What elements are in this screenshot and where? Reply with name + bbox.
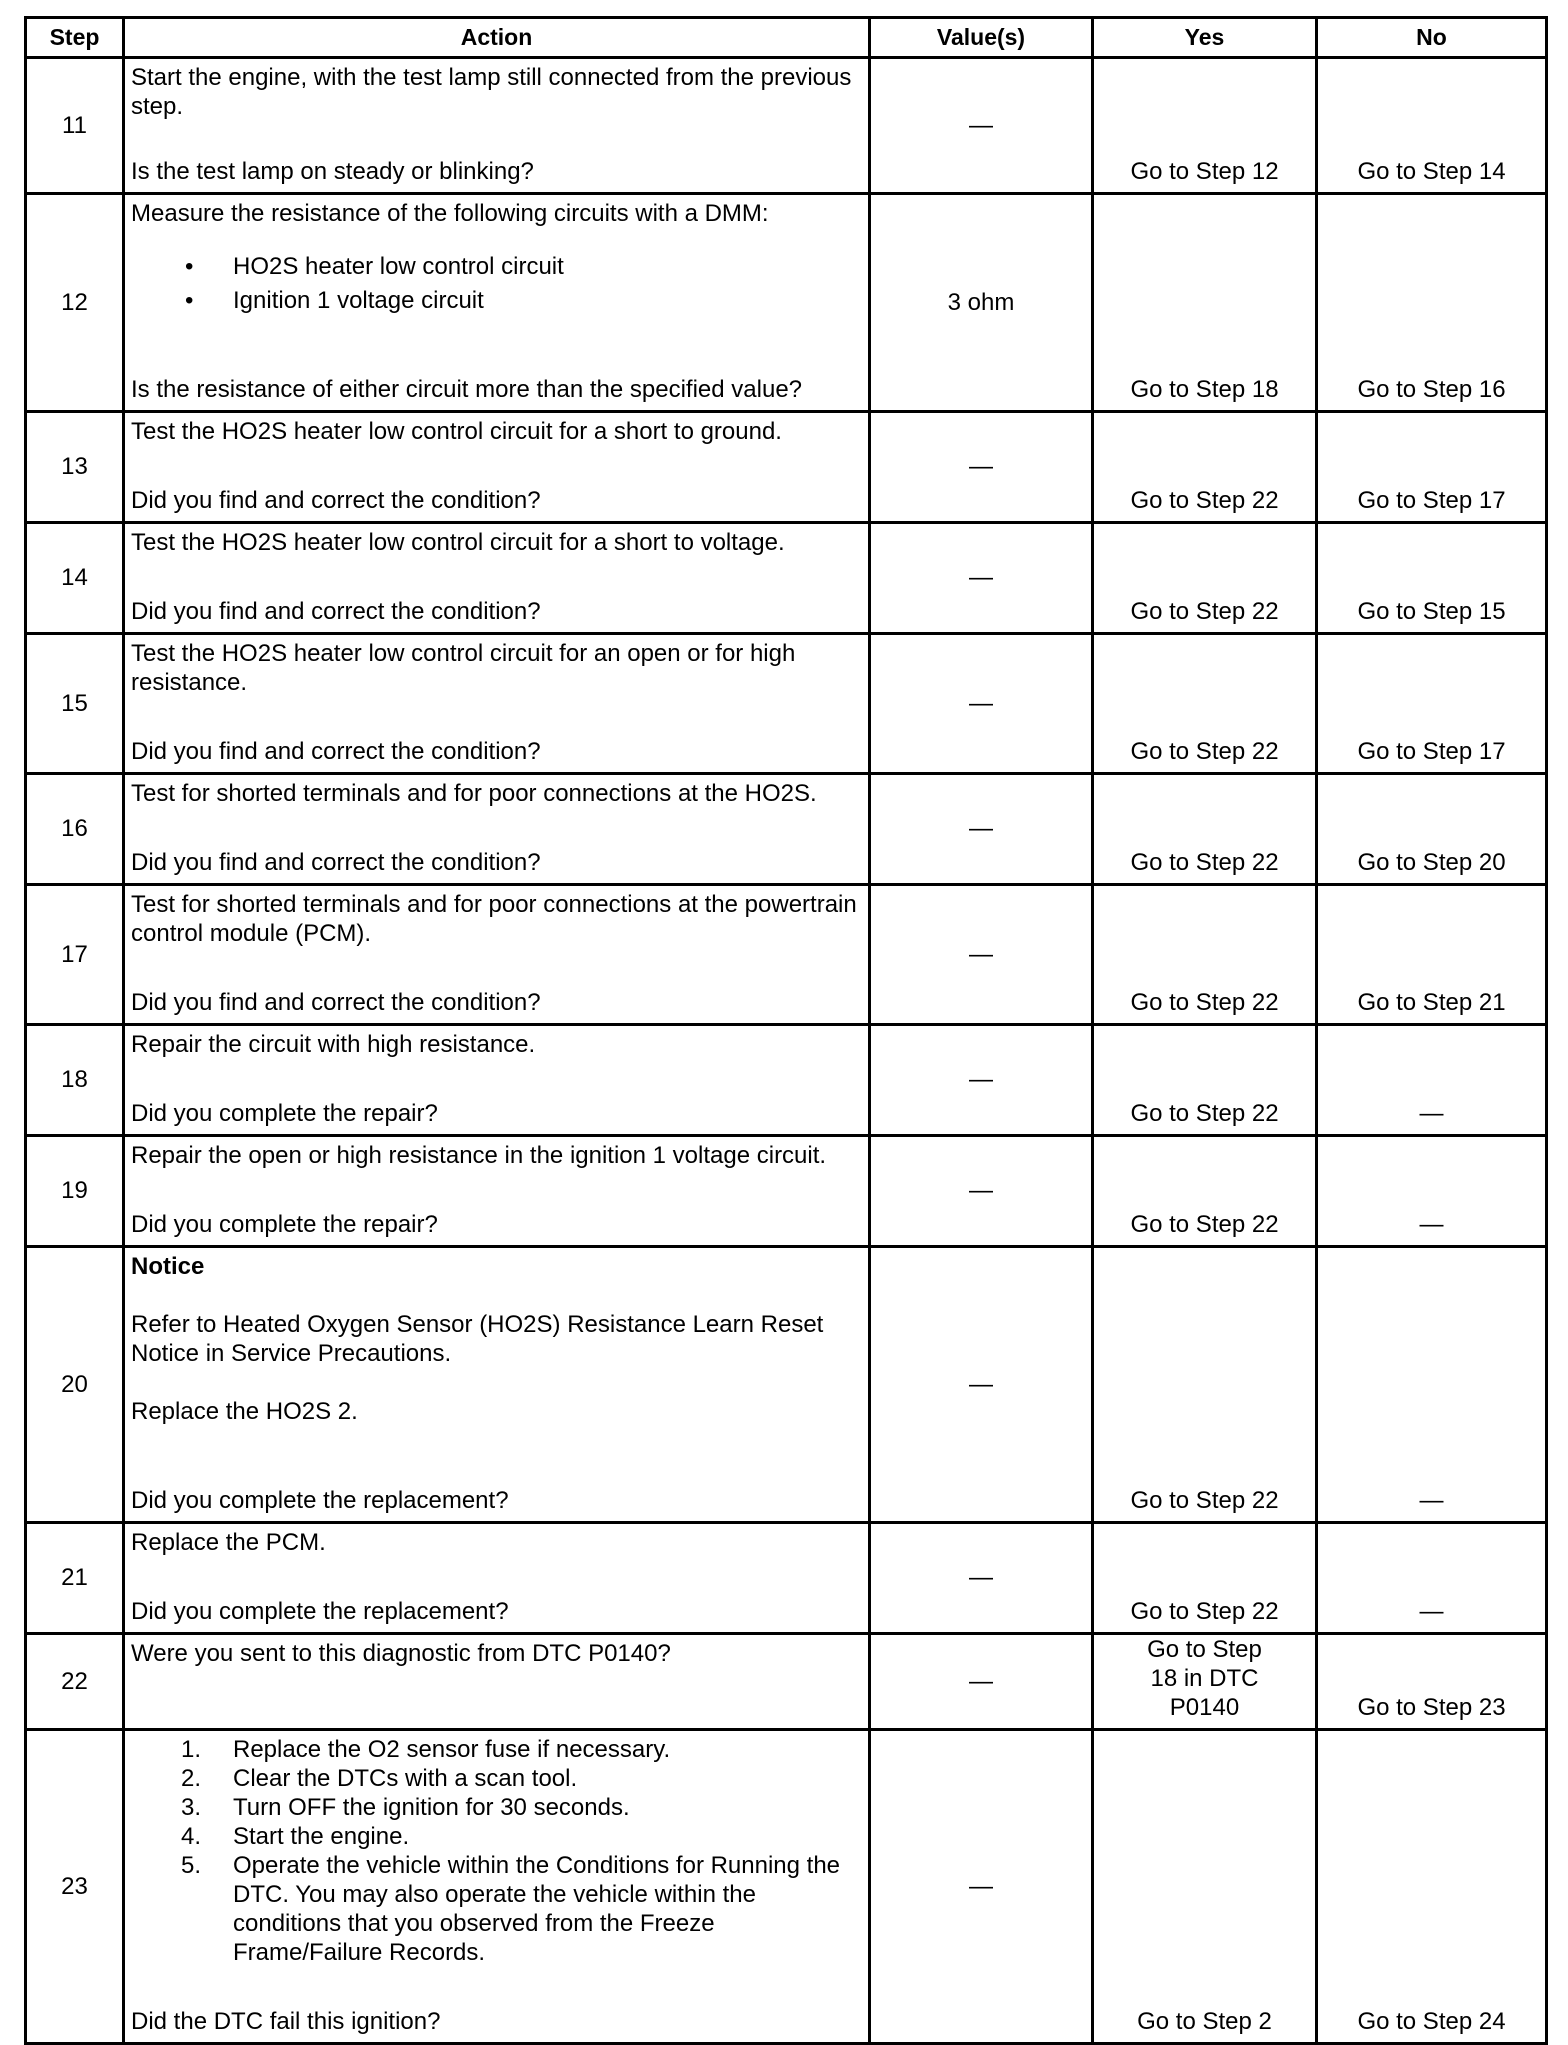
value-cell: — [870, 1136, 1093, 1247]
value-cell: — [870, 1025, 1093, 1136]
header-row [26, 18, 1547, 58]
no-cell: Go to Step 23 [1317, 1634, 1547, 1730]
action-text: Were you sent to this diagnostic from DTC P0140? [131, 1640, 671, 1667]
table-row [26, 1634, 1547, 1730]
action-cell [124, 194, 870, 412]
step-number: 23 [26, 1730, 124, 2044]
action-question: Did you find and correct the condition? [131, 598, 541, 625]
action-question: Did you find and correct the condition? [131, 487, 541, 514]
step-number: 21 [26, 1523, 124, 1634]
action-content [131, 639, 862, 766]
action-question: Did you complete the repair? [131, 1211, 438, 1238]
yes-cell: Go to Step 18 [1093, 194, 1317, 412]
no-cell: Go to Step 17 [1317, 634, 1547, 774]
action-text: Test the HO2S heater low control circuit for a short to voltage. [131, 529, 785, 556]
no-cell: Go to Step 14 [1317, 58, 1547, 194]
action-cell [124, 523, 870, 634]
action-text: Replace the HO2S 2. [131, 1398, 358, 1425]
table-row [26, 1730, 1547, 2044]
value-cell: — [870, 885, 1093, 1025]
action-question: Is the test lamp on steady or blinking? [131, 158, 534, 185]
action-body [131, 1141, 862, 1170]
yes-cell: Go to Step 22 [1093, 885, 1317, 1025]
action-question: Did you complete the replacement? [131, 1598, 509, 1625]
action-content [131, 1528, 862, 1626]
value-cell: — [870, 58, 1093, 194]
list-item [131, 1822, 862, 1851]
table-row [26, 634, 1547, 774]
step-number: 11 [26, 58, 124, 194]
action-cell [124, 885, 870, 1025]
action-content [131, 63, 862, 186]
action-content [131, 1252, 862, 1515]
header-step: Step [26, 18, 124, 58]
action-text: Measure the resistance of the following circuits with a DMM: [131, 200, 769, 227]
action-content [131, 1141, 862, 1239]
list-number: 1. [181, 1736, 202, 1763]
action-body [131, 639, 862, 697]
value-cell: — [870, 774, 1093, 885]
action-body [131, 199, 862, 340]
yes-cell: Go to Step 22 [1093, 523, 1317, 634]
action-question: Did you find and correct the condition? [131, 738, 541, 765]
list-item: • Ignition 1 voltage circuit [131, 284, 862, 318]
step-number: 12 [26, 194, 124, 412]
list-text: Replace the O2 sensor fuse if necessary. [233, 1736, 671, 1763]
action-body [131, 1528, 862, 1557]
action-content [131, 417, 862, 515]
action-cell [124, 1634, 870, 1730]
action-cell [124, 1730, 870, 2044]
action-question: Is the resistance of either circuit more than the specified value? [131, 376, 803, 403]
action-content [131, 528, 862, 626]
action-cell [124, 1136, 870, 1247]
step-number: 17 [26, 885, 124, 1025]
no-cell: Go to Step 15 [1317, 523, 1547, 634]
action-text: Repair the circuit with high resistance. [131, 1031, 536, 1058]
header-no: No [1317, 18, 1547, 58]
table-row [26, 885, 1547, 1025]
action-cell [124, 774, 870, 885]
notice-heading: Notice [131, 1253, 205, 1280]
procedure-list [131, 1735, 862, 1967]
action-cell [124, 1247, 870, 1523]
list-text: Turn OFF the ignition for 30 seconds. [233, 1794, 630, 1821]
yes-cell: Go to Step 22 [1093, 1523, 1317, 1634]
spacer [131, 1368, 862, 1397]
table-row [26, 1025, 1547, 1136]
yes-cell: Go to Step 22 [1093, 1025, 1317, 1136]
step-number: 20 [26, 1247, 124, 1523]
action-cell [124, 1025, 870, 1136]
action-text: Repair the open or high resistance in the ignition 1 voltage circuit. [131, 1142, 827, 1169]
action-cell [124, 58, 870, 194]
action-body [131, 1030, 862, 1059]
action-content [131, 1735, 862, 2036]
action-content [131, 199, 862, 404]
action-question: Did you complete the replacement? [131, 1487, 509, 1514]
table-row [26, 774, 1547, 885]
no-cell: — [1317, 1247, 1547, 1523]
no-cell: Go to Step 20 [1317, 774, 1547, 885]
action-content [131, 890, 862, 1017]
no-cell: Go to Step 24 [1317, 1730, 1547, 2044]
no-cell: — [1317, 1136, 1547, 1247]
action-text: Test for shorted terminals and for poor connections at the powertrain control module (PCM). [131, 891, 857, 947]
value-cell: — [870, 1730, 1093, 2044]
header-yes: Yes [1093, 18, 1317, 58]
list-item: • HO2S heater low control circuit [131, 250, 862, 284]
action-question: Did you find and correct the condition? [131, 849, 541, 876]
action-text: Refer to Heated Oxygen Sensor (HO2S) Resistance Learn Reset Notice in Service Precautions. [131, 1311, 824, 1367]
yes-cell: Go to Step 22 [1093, 1136, 1317, 1247]
circuit-list [131, 250, 862, 318]
table-row [26, 1247, 1547, 1523]
action-body [131, 1735, 862, 1967]
list-text: Start the engine. [233, 1823, 410, 1850]
step-number: 13 [26, 412, 124, 523]
action-body [131, 1639, 862, 1668]
action-text: Test for shorted terminals and for poor connections at the HO2S. [131, 780, 817, 807]
table-row [26, 1523, 1547, 1634]
value-cell: — [870, 1523, 1093, 1634]
yes-cell: Go to Step 22 [1093, 634, 1317, 774]
no-cell: — [1317, 1523, 1547, 1634]
table-row [26, 58, 1547, 194]
action-cell [124, 1523, 870, 1634]
table-row [26, 523, 1547, 634]
yes-cell: Go to Step 2 [1093, 1730, 1317, 2044]
value-cell: — [870, 523, 1093, 634]
yes-cell: Go to Step 18 in DTC P0140 [1093, 1634, 1317, 1730]
step-number: 19 [26, 1136, 124, 1247]
diagnostic-table [24, 16, 1548, 2045]
list-text: Operate the vehicle within the Conditions for Running the DTC. You may also operate the vehicle within the conditions that you observed from the Freeze Frame/Failure Records. [233, 1852, 841, 1966]
yes-cell: Go to Step 22 [1093, 412, 1317, 523]
header-action: Action [124, 18, 870, 58]
value-cell: — [870, 1634, 1093, 1730]
yes-cell: Go to Step 22 [1093, 774, 1317, 885]
action-question: Did the DTC fail this ignition? [131, 2008, 441, 2035]
yes-cell: Go to Step 12 [1093, 58, 1317, 194]
spacer [131, 1281, 862, 1310]
action-body [131, 890, 862, 948]
action-body [131, 528, 862, 557]
step-number: 22 [26, 1634, 124, 1730]
action-body [131, 417, 862, 446]
no-cell: — [1317, 1025, 1547, 1136]
table-row [26, 194, 1547, 412]
no-cell: Go to Step 16 [1317, 194, 1547, 412]
no-cell: Go to Step 21 [1317, 885, 1547, 1025]
action-question: Did you complete the repair? [131, 1100, 438, 1127]
list-item [131, 1764, 862, 1793]
list-item [131, 1851, 862, 1967]
no-cell: Go to Step 17 [1317, 412, 1547, 523]
list-number: 3. [181, 1794, 202, 1821]
step-number: 18 [26, 1025, 124, 1136]
list-text: Clear the DTCs with a scan tool. [233, 1765, 578, 1792]
action-cell [124, 634, 870, 774]
action-text: Replace the PCM. [131, 1529, 326, 1556]
list-item [131, 1735, 862, 1764]
list-number: 4. [181, 1823, 202, 1850]
list-item [131, 1793, 862, 1822]
action-content [131, 1030, 862, 1128]
action-body [131, 63, 862, 121]
step-number: 14 [26, 523, 124, 634]
value-cell: — [870, 634, 1093, 774]
action-text: Start the engine, with the test lamp still connected from the previous step. [131, 64, 852, 120]
step-number: 16 [26, 774, 124, 885]
action-content [131, 1639, 862, 1697]
value-cell: — [870, 412, 1093, 523]
action-cell [124, 412, 870, 523]
step-number: 15 [26, 634, 124, 774]
action-text: Test the HO2S heater low control circuit for a short to ground. [131, 418, 782, 445]
list-number: 2. [181, 1765, 202, 1792]
action-text: Test the HO2S heater low control circuit for an open or for high resistance. [131, 640, 796, 696]
action-body [131, 1252, 862, 1426]
header-value: Value(s) [870, 18, 1093, 58]
value-cell: — [870, 1247, 1093, 1523]
yes-cell: Go to Step 22 [1093, 1247, 1317, 1523]
table-row [26, 412, 1547, 523]
action-body [131, 779, 862, 808]
table-row [26, 1136, 1547, 1247]
action-content [131, 779, 862, 877]
value-cell: 3 ohm [870, 194, 1093, 412]
action-question: Did you find and correct the condition? [131, 989, 541, 1016]
list-number: 5. [181, 1852, 202, 1879]
